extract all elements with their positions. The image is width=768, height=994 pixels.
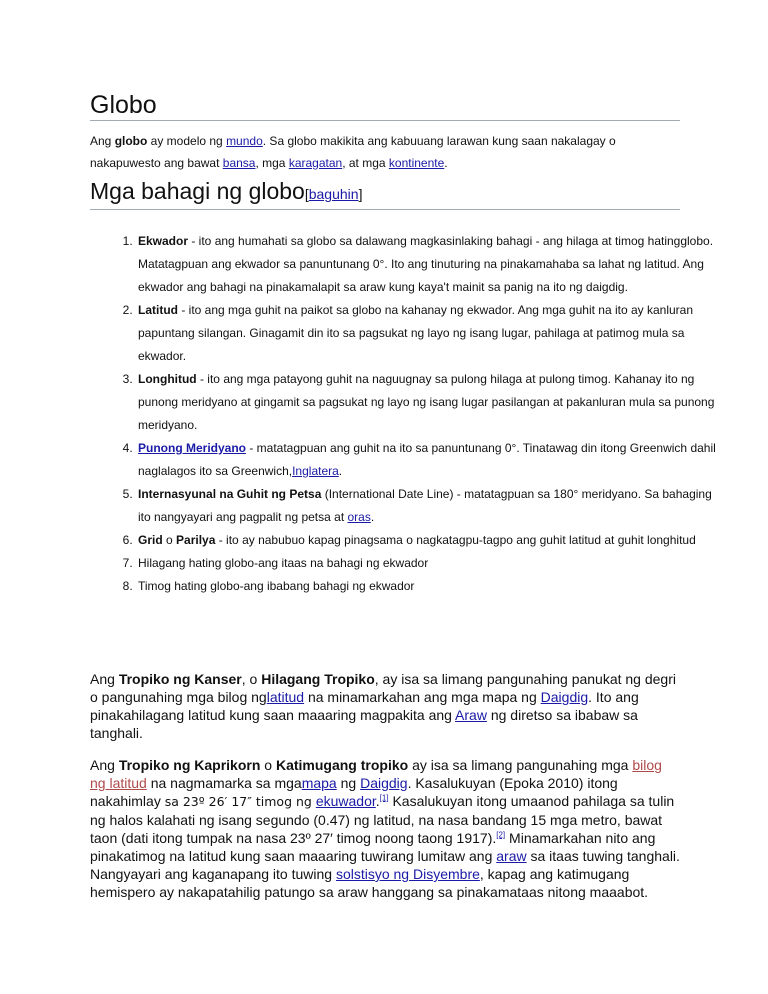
text: Ang xyxy=(90,757,119,773)
paragraph-tropiko-kanser xyxy=(90,670,680,742)
bold-term: Longhitud xyxy=(138,372,197,386)
text: (International Date Line) - matatagpuan sa 180° meridyano. Sa bahaging ito nangyayari ang pagpalit ng petsa at xyxy=(138,487,712,524)
citation-1[interactable]: [1] xyxy=(379,793,389,803)
citation-2[interactable]: [2] xyxy=(496,830,506,840)
list-item xyxy=(136,437,726,483)
bold-term: globo xyxy=(114,134,148,148)
edit-section xyxy=(305,186,363,202)
link-araw[interactable]: Araw xyxy=(455,707,487,723)
link-daigdig[interactable]: Daigdig xyxy=(540,689,589,705)
bold-term: Katimugang tropiko xyxy=(275,757,409,773)
paragraph-tropiko-kaprikorn xyxy=(90,756,680,901)
bold-term: Internasyunal na Guhit ng Petsa xyxy=(138,487,322,501)
text: - ito ang mga patayong guhit na naguugnay sa pulong hilaga at pulong timog. Kahanay ito ng punong meridyano at gingamit sa pagsukat ng layo ng isang lugar pasilangan at pakanluran mula sa punong meridyano. xyxy=(138,372,715,432)
link-bansa[interactable]: bansa xyxy=(222,156,256,170)
text: . Ito ang pinakahilagang latitud kung saan maaaring magpakita ang xyxy=(90,689,639,723)
text: Timog hating globo-ang ibabang bahagi ng ekwador xyxy=(138,579,415,593)
text: o xyxy=(260,757,276,773)
link-kontinente[interactable]: kontinente xyxy=(388,156,445,170)
edit-link[interactable]: baguhin xyxy=(308,186,359,202)
bold-term: Tropiko ng Kaprikorn xyxy=(118,757,261,773)
text: , o xyxy=(241,671,262,687)
text: , kapag ang katimugang hemispero ay nakapatahilig patungo sa araw hanggang sa pinakamataas nitong maaabot. xyxy=(90,866,649,900)
text: na nagmamarka sa mga xyxy=(146,775,302,791)
text: - ito ang mga guhit na paikot sa globo na kahanay ng ekwador. Ang mga guhit na ito ay kanluran papuntang silangan. Ginagamit din ito sa pagsukat ng layo ng isang lugar, pahilaga at patimog mula sa ekwador. xyxy=(138,303,694,363)
link-daigdig[interactable]: Daigdig xyxy=(360,775,408,791)
link-mapa[interactable]: mapa xyxy=(301,775,337,791)
bold-term: Ekwador xyxy=(138,234,189,248)
list-item xyxy=(136,552,726,575)
text: ng xyxy=(336,775,361,791)
text: - ito ang humahati sa globo sa dalawang magkasinlaking bahagi - ang hilaga at timog hatingglobo. Matatagpuan ang ekwador sa panuntunang 0°. Ito ang tinuturing na pinakamahaba sa lahat ng latitud. Ang ekwador ang bahagi na pinakamalapit sa araw kung kaya't mainit sa panig na ito ng daigdig. xyxy=(138,234,714,294)
link-karagatan[interactable]: karagatan xyxy=(288,156,343,170)
text: ng diretso sa ibabaw sa tanghali. xyxy=(90,707,638,741)
bracket-close: ] xyxy=(358,186,363,202)
text: sa itaas tuwing tanghali. Nangyayari ang kaganapang ito tuwing xyxy=(90,848,680,882)
text: , at mga xyxy=(342,156,389,170)
list-item xyxy=(136,529,726,552)
redlink-bilog-ng-latitud[interactable]: bilog ng latitud xyxy=(90,757,662,791)
intro-paragraph xyxy=(90,130,680,174)
link-ekuwador[interactable]: ekuwador xyxy=(315,793,376,809)
text: Ang xyxy=(90,134,115,148)
link-araw[interactable]: araw xyxy=(496,848,527,864)
bold-term: Hilagang Tropiko xyxy=(261,671,375,687)
text: ay isa sa limang pangunahing mga xyxy=(408,757,633,773)
list-item xyxy=(136,483,726,529)
link-mundo[interactable]: mundo xyxy=(226,134,263,148)
link-punong-meridyano[interactable]: Punong Meridyano xyxy=(138,441,246,455)
coordinate-text: sa 23º 26′ 17″ timog ng xyxy=(164,794,316,809)
text: Hilagang hating globo-ang itaas na bahagi ng ekwador xyxy=(138,556,429,570)
text: ay modelo ng xyxy=(147,134,227,148)
text: Ang xyxy=(90,671,119,687)
text: , ay isa sa limang pangunahing panukat ng degri o pangunahing mga bilog ng xyxy=(90,671,676,705)
text: . xyxy=(444,156,448,170)
text: . Sa globo makikita ang kabuuang larawan kung saan nakalagay o nakapuwesto ang bawat xyxy=(90,134,616,170)
list-item xyxy=(136,368,726,437)
bold-term: Latitud xyxy=(138,303,178,317)
text: . xyxy=(338,464,343,478)
text: . xyxy=(370,510,375,524)
link-oras[interactable]: oras xyxy=(347,510,371,524)
text: . Kasalukuyan (Epoka 2010) itong nakahimlay xyxy=(90,775,618,809)
text: , mga xyxy=(255,156,289,170)
bold-term: Parilya xyxy=(176,533,216,547)
text: o xyxy=(162,533,177,547)
bold-term: Tropiko ng Kanser xyxy=(118,671,242,687)
bold-term: Grid xyxy=(138,533,163,547)
link-latitud[interactable]: latitud xyxy=(266,689,305,705)
link-inglatera[interactable]: Inglatera xyxy=(292,464,339,478)
section-heading-text: Mga bahagi ng globo xyxy=(90,178,305,204)
link-solstisyo[interactable]: solstisyo ng Disyembre xyxy=(335,866,480,882)
text: - matatagpuan ang guhit na ito sa panuntunang 0°. Tinatawag din itong Greenwich dahil naglalagos ito sa Greenwich, xyxy=(138,441,716,478)
parts-list xyxy=(90,230,726,598)
page-title: Globo xyxy=(90,90,680,121)
text: na minamarkahan ang mga mapa ng xyxy=(304,689,541,705)
list-item xyxy=(136,575,726,598)
text: Minamarkahan nito ang pinakatimog na latitud kung saan maaaring tuwirang lumitaw ang xyxy=(90,830,656,864)
text: . xyxy=(375,793,380,809)
list-item xyxy=(136,299,726,368)
list-item xyxy=(136,230,726,299)
text: Kasalukuyan itong umaanod pahilaga sa tulin ng halos kalahati ng isang segundo (0.47) ng latitud, na nasa bandang 15 mga metro, bawat taon (dati itong tumpak na nasa 23º 27′ timog noong taong 1917). xyxy=(90,793,675,846)
bracket-open: [ xyxy=(304,186,309,202)
text: - ito ay nabubuo kapag pinagsama o nagkatagpu-tagpo ang guhit latitud at guhit longhitud xyxy=(215,533,696,547)
section-heading xyxy=(90,176,680,210)
